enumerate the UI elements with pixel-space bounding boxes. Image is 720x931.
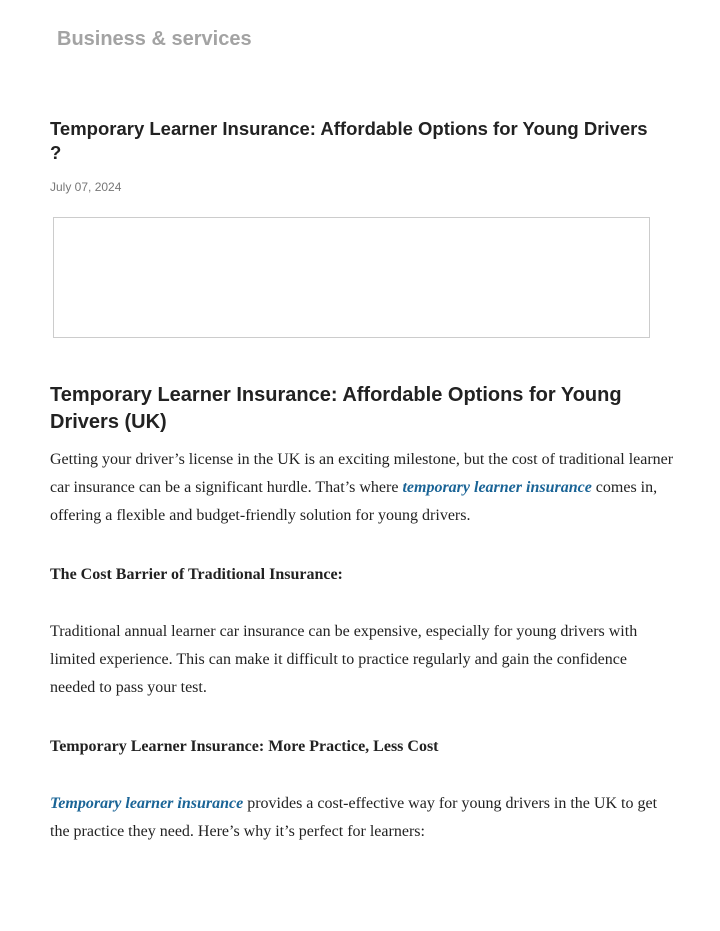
cost-barrier-heading: The Cost Barrier of Traditional Insurance: (50, 566, 343, 583)
intro-paragraph (50, 446, 675, 530)
post-title: Temporary Learner Insurance: Affordable Options for Young Drivers ? (50, 118, 648, 163)
article-heading: Temporary Learner Insurance: Affordable Options for Young Drivers (UK) (50, 384, 622, 433)
more-practice-heading: Temporary Learner Insurance: More Practice, Less Cost (50, 738, 439, 755)
intro-text-after: comes in, offering a flexible and budget-friendly solution for young drivers. (50, 479, 658, 524)
post-date: July 07, 2024 (50, 180, 122, 194)
temporary-learner-insurance-link-2[interactable]: Temporary learner insurance (50, 795, 244, 812)
cost-barrier-paragraph: Traditional annual learner car insurance can be expensive, especially for young drivers with limited experience. This can make it difficult to practice regularly and gain the confidence needed to pass your test. (50, 623, 638, 696)
more-practice-paragraph (50, 790, 675, 846)
featured-image-placeholder (53, 217, 650, 338)
temporary-learner-insurance-link[interactable]: temporary learner insurance (402, 479, 592, 496)
category-label[interactable]: Business & services (57, 28, 252, 50)
more-practice-text: provides a cost-effective way for young drivers in the UK to get the practice they need. Here’s why it’s perfect for learners: (50, 795, 658, 840)
intro-text-before: Getting your driver’s license in the UK is an exciting milestone, but the cost of traditional learner car insurance can be a significant hurdle. That’s where (50, 451, 674, 496)
